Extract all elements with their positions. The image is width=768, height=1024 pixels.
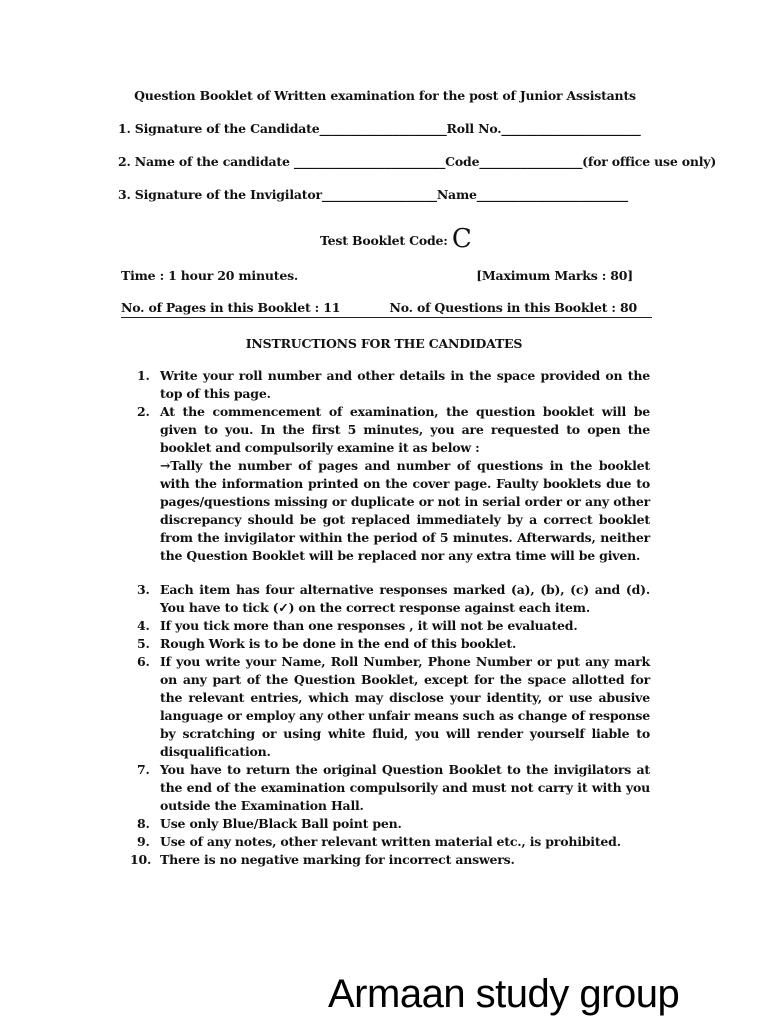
booklet-title: Question Booklet of Written examination for the post of Junior Assistants	[134, 88, 636, 103]
instruction-item: 1. Write your roll number and other details in the space provided on the top of this page.	[137, 368, 650, 401]
page-count: No. of Pages in this Booklet : 11	[121, 300, 341, 315]
candidate-name-code-field: 2. Name of the candidate _________________________Code_________________(for office use only)	[118, 154, 717, 169]
instruction-subitem: →Tally the number of pages and number of questions in the booklet with the information printed on the cover page. Faulty booklets due to pages/questions missing or duplicate or not in serial order or any other discrepancy should be got replaced immediately by a correct booklet from the invigilator within the period of 5 minutes. Afterwards, neither the Question Booklet will be replaced nor any extra time will be given.	[160, 458, 650, 563]
instruction-item: 8. Use only Blue/Black Ball point pen.	[137, 816, 402, 831]
exam-duration: Time : 1 hour 20 minutes.	[121, 268, 299, 283]
question-count: No. of Questions in this Booklet : 80	[389, 300, 637, 315]
instruction-item: 9. Use of any notes, other relevant written material etc., is prohibited.	[137, 834, 621, 849]
invigilator-signature-name-field: 3. Signature of the Invigilator___________________Name_________________________	[118, 187, 628, 202]
instruction-item: 5. Rough Work is to be done in the end of this booklet.	[137, 636, 517, 651]
instruction-item: 2. At the commencement of examination, the question booklet will be given to you. In the first 5 minutes, you are requested to open the booklet and compulsorily examine it as below : →Tally the number of pages and number of questions in the booklet with the information printed on the cover page. Faulty booklets due to pages/questions missing or duplicate or not in serial order or any other discrepancy should be got replaced immediately by a correct booklet from the invigilator within the period of 5 minutes. Afterwards, neither the Question Booklet will be replaced nor any extra time will be given.	[137, 404, 650, 563]
instruction-item: 3. Each item has four alternative responses marked (a), (b), (c) and (d). You have to tick (✓) on the correct response against each item.	[137, 582, 650, 615]
booklet-code-label: Test Booklet Code:	[320, 233, 452, 248]
test-booklet-code	[320, 224, 472, 254]
header-divider	[121, 317, 652, 318]
candidate-signature-roll-field: 1. Signature of the Candidate_____________________Roll No._______________________	[118, 121, 641, 136]
instruction-item: 4. If you tick more than one responses , it will not be evaluated.	[137, 618, 578, 633]
instructions-heading: INSTRUCTIONS FOR THE CANDIDATES	[245, 336, 523, 351]
instruction-item: 7. You have to return the original Question Booklet to the invigilators at the end of the examination compulsorily and must not carry it with you outside the Examination Hall.	[137, 762, 650, 813]
instructions-list	[130, 367, 650, 869]
instruction-item: 10. There is no negative marking for incorrect answers.	[130, 852, 515, 867]
maximum-marks: [Maximum Marks : 80]	[476, 268, 633, 283]
booklet-code-value: C	[451, 224, 472, 254]
instruction-item: 6. If you write your Name, Roll Number, Phone Number or put any mark on any part of the Question Booklet, except for the space allotted for the relevant entries, which may disclose your identity, or use abusive language or employ any other unfair means such as change of response by scratching or using white fluid, you will render yourself liable to disqualification.	[137, 654, 650, 759]
watermark-text: Armaan study group	[328, 972, 680, 1016]
